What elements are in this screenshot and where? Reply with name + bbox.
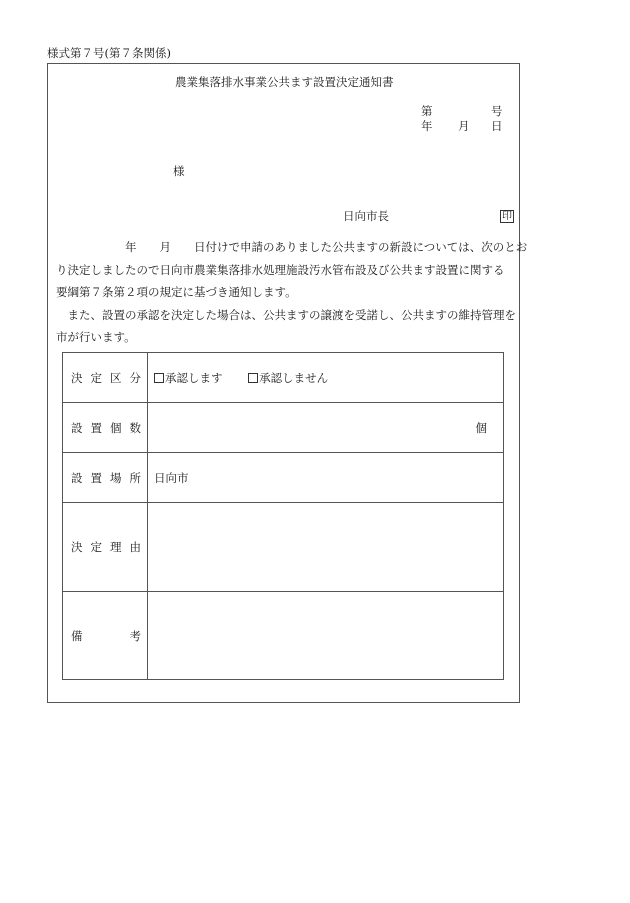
reject-checkbox[interactable] bbox=[248, 370, 328, 386]
location-value[interactable] bbox=[148, 453, 504, 503]
reason-value[interactable] bbox=[148, 503, 504, 592]
label-char: 設 bbox=[71, 470, 83, 485]
table-row bbox=[63, 592, 504, 680]
location-label bbox=[63, 453, 148, 503]
remarks-label bbox=[63, 592, 148, 680]
date-month: 月 bbox=[458, 119, 470, 133]
decision-value bbox=[148, 353, 504, 403]
label-char: 理 bbox=[110, 540, 122, 554]
decision-table bbox=[62, 352, 504, 680]
label-char: 定 bbox=[90, 370, 102, 385]
doc-number-prefix: 第 bbox=[421, 104, 433, 118]
label-char: 区 bbox=[110, 370, 122, 385]
label-char: 置 bbox=[90, 420, 102, 435]
reject-label: 承認しません bbox=[259, 370, 329, 385]
decision-label bbox=[63, 353, 148, 403]
label-char: 備 bbox=[71, 628, 83, 643]
label-char: 分 bbox=[129, 370, 141, 385]
label-char: 置 bbox=[90, 470, 102, 485]
label-char: 場 bbox=[110, 470, 122, 485]
body-line: また、設置の承認を決定した場合は、公共ますの譲渡を受諾し、公共ますの維持管理を bbox=[56, 307, 516, 322]
approve-checkbox[interactable] bbox=[154, 370, 223, 386]
date-year: 年 bbox=[421, 119, 433, 133]
seal-mark bbox=[500, 210, 514, 222]
document-title: 農業集落排水事業公共ます設置決定通知書 bbox=[175, 75, 394, 89]
checkbox-icon bbox=[248, 373, 258, 383]
remarks-value[interactable] bbox=[148, 592, 504, 680]
body-line: 要綱第７条第２項の規定に基づき通知します。 bbox=[56, 285, 297, 299]
label-char: 考 bbox=[129, 628, 141, 643]
label-char: 設 bbox=[71, 420, 83, 435]
reason-label bbox=[63, 503, 148, 592]
seal-text: 印 bbox=[502, 211, 512, 222]
table-row bbox=[63, 453, 504, 503]
body-line: り決定しましたので日向市農業集落排水処理施設汚水管布設及び公共ます設置に関する bbox=[56, 262, 505, 277]
approve-label: 承認します bbox=[165, 370, 223, 385]
date-day: 日 bbox=[491, 119, 503, 133]
label-char: 決 bbox=[71, 540, 83, 554]
recipient-suffix: 様 bbox=[173, 164, 185, 178]
checkbox-icon bbox=[154, 373, 164, 383]
location-text: 日向市 bbox=[154, 470, 189, 485]
table-row bbox=[63, 403, 504, 453]
label-char: 数 bbox=[129, 420, 141, 435]
form-number: 様式第７号(第７条関係) bbox=[47, 46, 171, 60]
count-value[interactable] bbox=[148, 403, 504, 453]
label-char: 由 bbox=[129, 540, 141, 554]
table-row bbox=[63, 503, 504, 592]
issuer-name: 日向市長 bbox=[343, 209, 389, 223]
label-char: 決 bbox=[71, 370, 83, 385]
label-char: 所 bbox=[129, 470, 141, 485]
count-unit: 個 bbox=[475, 420, 487, 435]
label-char: 定 bbox=[90, 540, 102, 554]
label-char: 個 bbox=[110, 420, 122, 435]
table-row bbox=[63, 353, 504, 403]
body-line: 市が行います。 bbox=[56, 330, 136, 344]
doc-number-suffix: 号 bbox=[491, 104, 503, 118]
body-line: 年 月 日付けで申請のありました公共ますの新設については、次のとお bbox=[56, 240, 528, 254]
count-label bbox=[63, 403, 148, 453]
body-paragraph bbox=[56, 236, 528, 349]
